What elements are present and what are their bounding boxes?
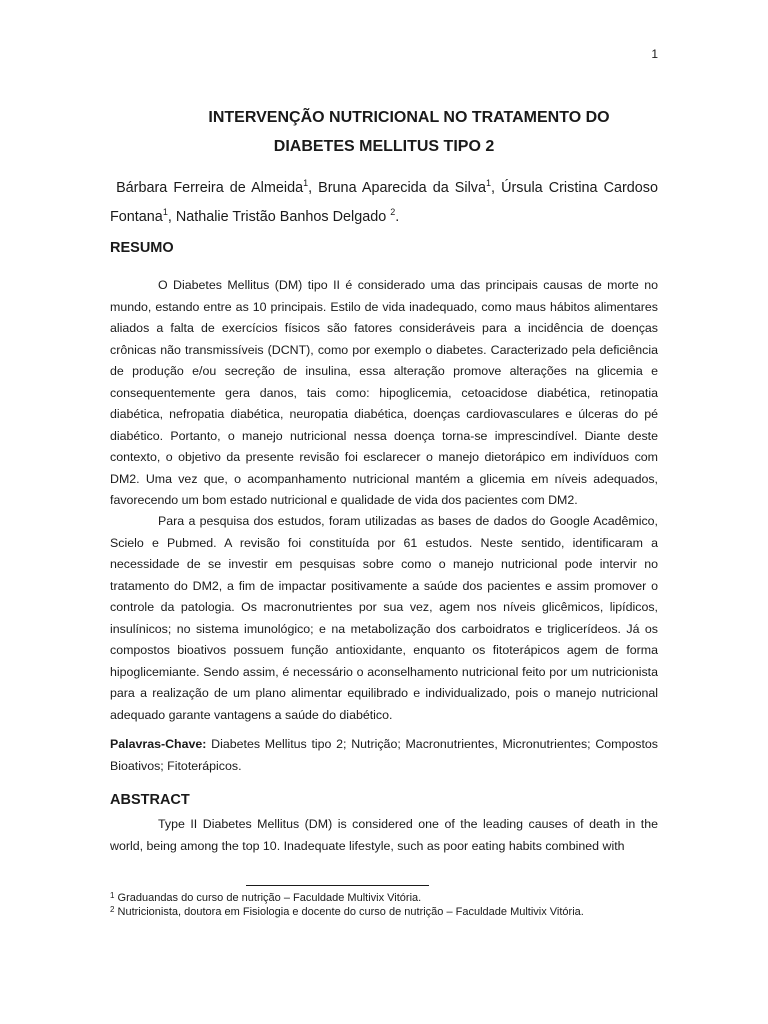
footnote-mark: 2	[110, 905, 115, 914]
author-name: , Bruna Aparecida da Silva	[308, 180, 486, 196]
title-line-1: INTERVENÇÃO NUTRICIONAL NO TRATAMENTO DO	[208, 109, 610, 126]
author-name: , Úrsula Cristina Cardoso Fontana	[110, 180, 658, 225]
page-number: 1	[651, 47, 658, 61]
affiliation-mark: 1	[162, 207, 168, 217]
resumo-heading: RESUMO	[110, 240, 174, 256]
abstract-paragraph-1: Type II Diabetes Mellitus (DM) is considered one of the leading causes of death in the world, being among the top 10. Inadequate lifestyle, such as poor eating habits combined with	[110, 817, 658, 853]
affiliation-mark: 2	[390, 207, 396, 217]
affiliation-mark: 1	[486, 178, 492, 188]
footnote-1	[110, 891, 670, 905]
paper-title	[110, 103, 658, 161]
keywords	[110, 734, 658, 777]
author-list	[110, 174, 658, 232]
keywords-text: Diabetes Mellitus tipo 2; Nutrição; Macronutrientes, Micronutrientes; Compostos Bioativos; Fitoterápicos.	[110, 737, 658, 773]
footnote-text: Graduandas do curso de nutrição – Faculdade Multivix Vitória.	[114, 892, 422, 904]
affiliation-mark: 1	[303, 178, 309, 188]
resumo-paragraph-1: O Diabetes Mellitus (DM) tipo II é considerado uma das principais causas de morte no mundo, estando entre as 10 principais. Estilo de vida inadequado, como maus hábitos alimentares aliados a falta de exercícios físicos são fatores consideráveis para a incidência de doenças crônicas não transmissíveis (DCNT), como por exemplo o diabetes. Caracterizado pela deficiência de produção e/ou secreção de insulina, essa alteração promove alterações na glicemia e consequentemente gera danos, tais como: hipoglicemia, cetoacidose diabética, retinopatia diabética, nefropatia diabética, neuropatia diabética, doenças cardiovasculares e úlceras do pé diabético. Portanto, o manejo nutricional nessa doença torna-se imprescindível. Diante deste contexto, o objetivo da presente revisão foi esclarecer o manejo dietorápico em indivíduos com DM2. Uma vez que, o acompanhamento nutricional mantém a glicemia em níveis adequados, favorecendo um bom estado nutricional e qualidade de vida dos pacientes com DM2.	[110, 278, 658, 507]
footnote-text: Nutricionista, doutora em Fisiologia e docente do curso de nutrição – Faculdade Multivix Vitória.	[114, 906, 584, 918]
footnotes	[110, 891, 670, 919]
author-list-end: .	[395, 209, 400, 225]
footnote-2	[110, 905, 670, 919]
title-line-2: DIABETES MELLITUS TIPO 2	[273, 138, 495, 155]
resumo-paragraph-2: Para a pesquisa dos estudos, foram utilizadas as bases de dados do Google Acadêmico, Scielo e Pubmed. A revisão foi constituída por 61 estudos. Neste sentido, identificaram a necessidade de se investir em pesquisas sobre como o manejo nutricional pode intervir no tratamento do DM2, a fim de impactar positivamente a saúde dos pacientes e assim promover o controle da patologia. Os macronutrientes por sua vez, agem nos níveis glicêmicos, lipídicos, insulínicos; no sistema imunológico; e na metabolização dos carboidratos e triglicerídeos. Já os compostos bioativos possuem função antioxidante, enquanto os fitoterápicos agem de forma hipoglicemiante. Sendo assim, é necessário o aconselhamento nutricional feito por um nutricionista para a realização de um plano alimentar equilibrado e individualizado, pois o manejo nutricional adequado garante vantagens a saúde do diabético.	[110, 514, 658, 722]
footnote-divider	[246, 885, 429, 886]
keywords-label: Palavras-Chave:	[110, 737, 207, 751]
abstract-heading: ABSTRACT	[110, 792, 190, 808]
author-name: , Nathalie Tristão Banhos Delgado	[167, 209, 391, 225]
author-name: Bárbara Ferreira de Almeida	[116, 180, 304, 196]
footnote-mark: 1	[110, 891, 115, 900]
